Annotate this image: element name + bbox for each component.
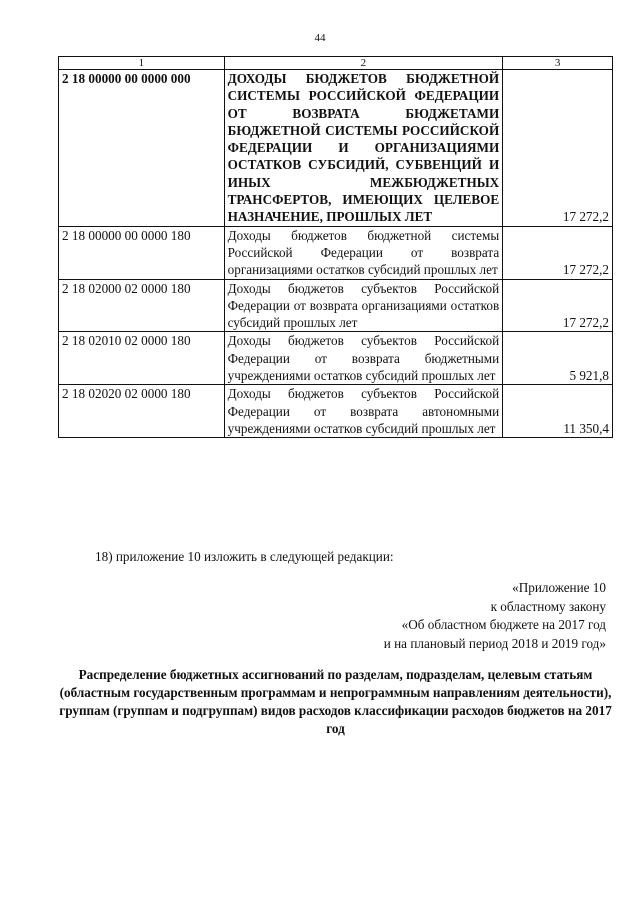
budget-item-name: ДОХОДЫ БЮДЖЕТОВ БЮДЖЕТНОЙ СИСТЕМЫ РОССИЙСКОЙ ФЕДЕРАЦИИ ОТ ВОЗВРАТА БЮДЖЕТАМИ БЮДЖЕТНОЙ СИСТЕМЫ РОССИЙСКОЙ ФЕДЕРАЦИИ И ОРГАНИЗАЦИЯМИ ОСТАТКОВ СУБСИДИЙ, СУБВЕНЦИЙ И ИНЫХ МЕЖБЮДЖЕТНЫХ ТРАНСФЕРТОВ, ИМЕЮЩИХ ЦЕЛЕВОЕ НАЗНАЧЕНИЕ, ПРОШЛЫХ ЛЕТ — [224, 70, 503, 227]
budget-item-name: Доходы бюджетов бюджетной системы Российской Федерации от возврата организациями остатков субсидий прошлых лет — [224, 226, 503, 279]
appendix-line: «Об областном бюджете на 2017 год — [401, 617, 606, 633]
budget-code: 2 18 02020 02 0000 180 — [59, 385, 225, 438]
budget-amount: 17 272,2 — [503, 226, 613, 279]
page-number: 44 — [314, 32, 326, 44]
budget-amount: 17 272,2 — [503, 70, 613, 227]
column-header: 3 — [503, 57, 613, 70]
budget-amount: 11 350,4 — [503, 385, 613, 438]
budget-item-name: Доходы бюджетов субъектов Российской Федерации от возврата автономными учреждениями остатков субсидий прошлых лет — [224, 385, 503, 438]
appendix-line: «Приложение 10 — [512, 580, 606, 595]
table-header-row — [59, 57, 613, 70]
table-row — [59, 279, 613, 332]
appendix-header — [384, 579, 606, 654]
revenue-table — [58, 56, 613, 438]
table-row — [59, 385, 613, 438]
table-row — [59, 226, 613, 279]
column-header: 1 — [59, 57, 225, 70]
budget-code: 2 18 02000 02 0000 180 — [59, 279, 225, 332]
budget-item-name: Доходы бюджетов субъектов Российской Федерации от возврата организациями остатков субсидий прошлых лет — [224, 279, 503, 332]
section-title: Распределение бюджетных ассигнований по разделам, подразделам, целевым статьям (областным государственным программам и непрограммным направлениям деятельности), группам (группам и подгруппам) видов расходов классификации расходов бюджетов на 2017 год — [59, 667, 612, 736]
column-header: 2 — [224, 57, 503, 70]
budget-item-name: Доходы бюджетов субъектов Российской Федерации от возврата бюджетными учреждениями остатков субсидий прошлых лет — [224, 332, 503, 385]
budget-code: 2 18 00000 00 0000 180 — [59, 226, 225, 279]
appendix-line: к областному закону — [490, 598, 606, 614]
budget-code: 2 18 02010 02 0000 180 — [59, 332, 225, 385]
table-row — [59, 70, 613, 227]
budget-amount: 5 921,8 — [503, 332, 613, 385]
budget-amount: 17 272,2 — [503, 279, 613, 332]
amendment-instruction: 18) приложение 10 изложить в следующей редакции: — [95, 549, 394, 564]
budget-code: 2 18 00000 00 0000 000 — [59, 70, 225, 227]
appendix-line: и на плановый период 2018 и 2019 год» — [383, 636, 606, 652]
table-row — [59, 332, 613, 385]
